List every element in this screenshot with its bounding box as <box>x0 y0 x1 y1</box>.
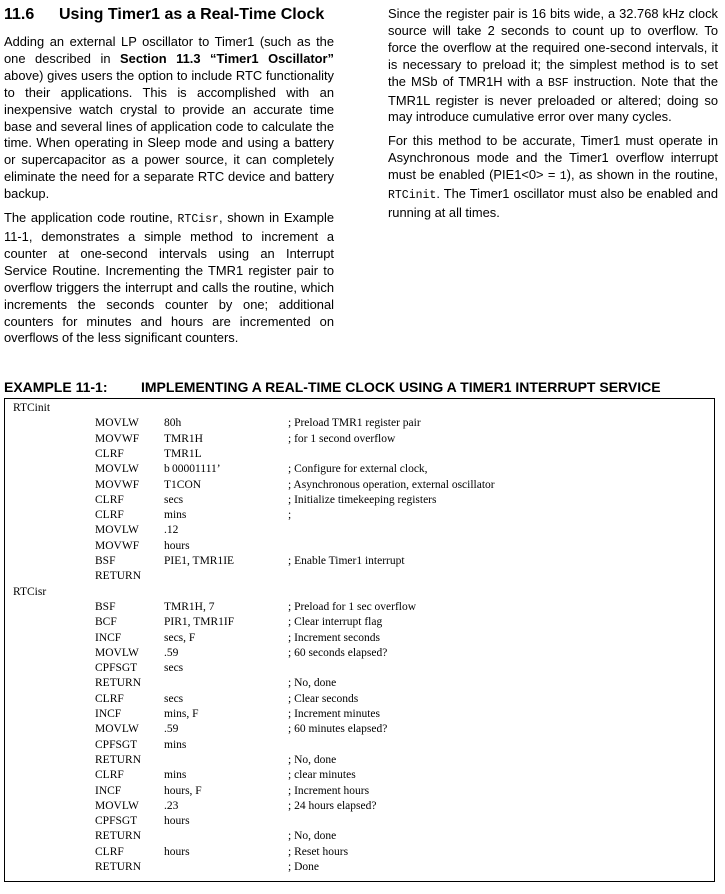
code-opcode: MOVLW <box>95 463 139 476</box>
code-comment: ; Clear seconds <box>288 692 359 705</box>
code-operand: .23 <box>164 799 179 812</box>
code-line <box>5 632 714 647</box>
code-opcode: CPFSGT <box>95 662 138 675</box>
text-run: ), as shown in the routine, <box>566 167 718 183</box>
code-comment: ; Initialize timekeeping registers <box>288 493 437 506</box>
code-operand: hours <box>164 815 190 828</box>
code-line <box>5 479 714 494</box>
code-comment: ; Increment hours <box>288 784 370 797</box>
code-opcode: RETURN <box>95 861 141 873</box>
code-line <box>5 677 714 692</box>
right-paragraph-1 <box>388 6 718 126</box>
left-paragraph-1 <box>4 34 334 203</box>
code-opcode: MOVLW <box>95 799 139 812</box>
code-comment: ; Preload for 1 sec overflow <box>288 600 417 613</box>
code-line <box>5 846 714 861</box>
code-opcode: INCF <box>95 784 122 797</box>
code-line <box>5 524 714 539</box>
code-operand: T1CON <box>164 478 202 491</box>
code-comment: ; Asynchronous operation, external oscillator <box>288 478 495 491</box>
code-line <box>5 433 714 448</box>
code-opcode: CPFSGT <box>95 738 138 751</box>
code-line <box>5 540 714 555</box>
code-line <box>5 785 714 800</box>
code-operand: TMR1L <box>164 447 202 460</box>
code-opcode: CPFSGT <box>95 815 138 828</box>
code-comment: ; Done <box>288 861 319 873</box>
code-label: RTCinit <box>13 402 51 414</box>
code-operand: mins <box>164 509 187 522</box>
code-operand: mins, F <box>164 708 199 720</box>
code-line <box>5 509 714 524</box>
code-opcode: INCF <box>95 631 122 644</box>
code-line <box>5 494 714 509</box>
right-column <box>388 6 718 229</box>
code-operand: mins <box>164 738 187 751</box>
code-line <box>5 463 714 478</box>
code-comment: ; <box>288 509 292 522</box>
code-opcode: BCF <box>95 616 117 629</box>
code-operand: TMR1H <box>164 432 203 445</box>
text-run: , shown in Example 11-1, demonstrates a simple method to increment a counter at one-second intervals using an Interrupt Service Routine. Incrementing the TMR1 register pair to overflow triggers the interrupt and calls the routine, which increments the seconds counter by one; additional counters for minutes and hours are incremented on overflows of the less significant counters. <box>4 210 334 346</box>
code-line <box>5 662 714 677</box>
code-comment: ; No, done <box>288 830 337 843</box>
code-comment: ; Configure for external clock, <box>288 463 428 476</box>
code-line <box>5 769 714 784</box>
code-line <box>5 616 714 631</box>
code-opcode: MOVLW <box>95 524 139 537</box>
code-opcode: CLRF <box>95 769 124 782</box>
code-line <box>5 402 714 417</box>
code-opcode: RETURN <box>95 753 141 766</box>
text-run: For this method to be accurate, Timer1 must operate in Asynchronous mode and the Timer1 overflow interrupt must be enabled (PIE1<0> = <box>388 133 718 183</box>
section-heading <box>4 6 334 24</box>
inline-code: RTCisr <box>177 213 219 227</box>
code-comment: ; Enable Timer1 interrupt <box>288 555 405 567</box>
code-opcode: MOVLW <box>95 723 139 736</box>
code-operand: secs, F <box>164 631 196 644</box>
code-line <box>5 555 714 570</box>
code-operand: secs <box>164 662 184 675</box>
code-operand: .59 <box>164 723 179 736</box>
code-operand: PIR1, TMR1IF <box>164 616 235 629</box>
code-opcode: CLRF <box>95 692 124 705</box>
inline-code: RTCinit <box>388 189 437 203</box>
section-number: 11.6 <box>4 6 35 23</box>
code-line <box>5 830 714 845</box>
code-comment: ; Increment seconds <box>288 631 380 644</box>
code-comment: ; clear minutes <box>288 769 356 782</box>
code-operand: secs <box>164 493 184 506</box>
code-operand: hours <box>164 539 190 552</box>
text-run: . The Timer1 oscillator must also be enabled and running at all times. <box>388 186 718 220</box>
code-line <box>5 448 714 463</box>
example-heading <box>4 379 720 395</box>
section-title: Using Timer1 as a Real-Time Clock <box>59 6 325 23</box>
code-comment: ; Clear interrupt flag <box>288 616 383 629</box>
code-comment: ; No, done <box>288 677 337 690</box>
code-operand: 80h <box>164 417 182 430</box>
inline-code: BSF <box>547 76 569 90</box>
code-operand: hours, F <box>164 784 202 797</box>
code-line <box>5 723 714 738</box>
code-opcode: RETURN <box>95 830 141 843</box>
code-comment: ; 24 hours elapsed? <box>288 799 377 812</box>
code-operand: secs <box>164 692 184 705</box>
code-operand: PIE1, TMR1IE <box>164 555 235 567</box>
code-opcode: MOVLW <box>95 417 139 430</box>
inline-code: 1 <box>559 170 567 184</box>
code-line <box>5 601 714 616</box>
code-operand: hours <box>164 845 190 858</box>
example-number: EXAMPLE 11-1: <box>4 379 108 395</box>
code-comment: ; Reset hours <box>288 845 349 858</box>
code-comment: ; Increment minutes <box>288 708 380 720</box>
code-line <box>5 861 714 876</box>
code-line <box>5 693 714 708</box>
text-run: Adding an external LP oscillator to Timer1 (such as the one described in <box>4 34 334 66</box>
code-opcode: MOVWF <box>95 539 140 552</box>
example-title: IMPLEMENTING A REAL-TIME CLOCK USING A TIMER1 INTERRUPT SERVICE <box>141 379 661 395</box>
code-opcode: CLRF <box>95 509 124 522</box>
code-opcode: CLRF <box>95 447 124 460</box>
code-comment: ; 60 minutes elapsed? <box>288 723 388 736</box>
code-line <box>5 815 714 830</box>
left-column <box>4 6 334 354</box>
code-operand: TMR1H, 7 <box>164 600 215 613</box>
code-line <box>5 586 714 601</box>
code-line <box>5 570 714 585</box>
text-run: instruction. Note that the TMR1L register is never preloaded or altered; doing so may introduce cumulative error over many cycles. <box>388 73 718 125</box>
section-reference: Section 11.3 “Timer1 Oscillator” <box>120 50 334 66</box>
code-opcode: RETURN <box>95 677 141 690</box>
code-listing <box>4 398 715 882</box>
text-run: The application code routine, <box>4 210 178 226</box>
code-line <box>5 647 714 662</box>
code-label: RTCisr <box>13 585 47 598</box>
code-line <box>5 739 714 754</box>
code-operand: mins <box>164 769 187 782</box>
code-operand: b 00001111’ <box>164 463 221 476</box>
code-line <box>5 754 714 769</box>
code-opcode: MOVLW <box>95 646 139 659</box>
left-paragraph-2 <box>4 210 334 347</box>
code-opcode: RETURN <box>95 570 141 583</box>
code-line <box>5 800 714 815</box>
code-operand: .12 <box>164 524 179 537</box>
text-run: Since the register pair is 16 bits wide, a 32.768 kHz clock source will take 2 seconds to count up to overflow. To force the overflow at the required one-second intervals, it is necessary to preload it; the simplest method is to set the MSb of TMR1H with a <box>388 6 718 89</box>
code-line <box>5 417 714 432</box>
code-opcode: BSF <box>95 555 116 567</box>
code-opcode: MOVWF <box>95 432 140 445</box>
code-line <box>5 708 714 723</box>
code-opcode: BSF <box>95 600 116 613</box>
code-comment: ; for 1 second overflow <box>288 432 396 445</box>
code-comment: ; Preload TMR1 register pair <box>288 417 421 430</box>
code-opcode: INCF <box>95 708 122 720</box>
text-run: above) gives users the option to include RTC functionality to their applications. This is accomplished with an inexpensive watch crystal to provide an accurate time base and several lines of application code to calculate the time. When operating in Sleep mode and using a battery or supercapacitor as a power source, it can completely eliminate the need for a separate RTC device and battery backup. <box>4 67 334 202</box>
code-comment: ; 60 seconds elapsed? <box>288 646 388 659</box>
code-opcode: CLRF <box>95 845 124 858</box>
code-opcode: CLRF <box>95 493 124 506</box>
code-comment: ; No, done <box>288 753 337 766</box>
code-operand: .59 <box>164 646 179 659</box>
code-opcode: MOVWF <box>95 478 140 491</box>
right-paragraph-2 <box>388 133 718 222</box>
